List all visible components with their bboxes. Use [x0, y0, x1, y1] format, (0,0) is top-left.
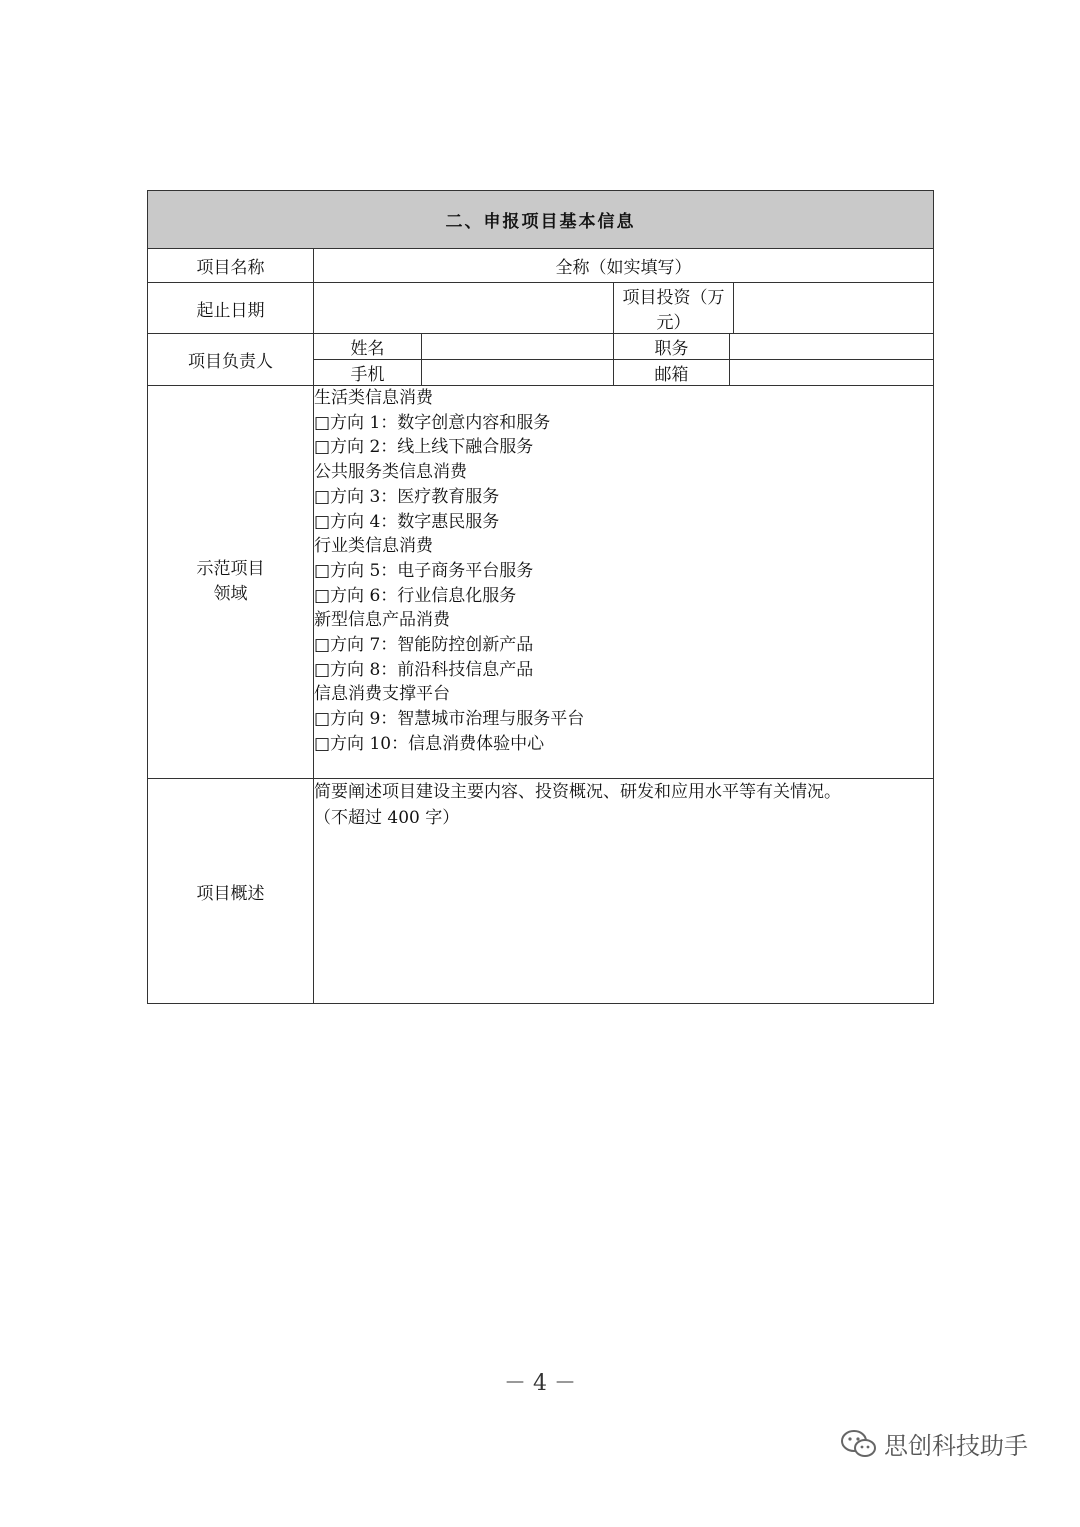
domain-label-line1: 示范项目 [196, 559, 265, 579]
wechat-icon [840, 1428, 878, 1460]
summary-word-limit: （不超过 400 字） [314, 808, 460, 828]
summary-field[interactable] [314, 779, 934, 1004]
direction-3-option[interactable]: □方向 3：医疗教育服务 [314, 486, 500, 507]
leader-position-label: 职务 [614, 334, 730, 360]
project-info-form [147, 190, 934, 1004]
leader-email-label: 邮箱 [614, 360, 730, 386]
direction-8-option[interactable]: □方向 8：前沿科技信息产品 [314, 659, 534, 680]
project-name-label: 项目名称 [148, 249, 314, 283]
summary-instruction: 简要阐述项目建设主要内容、投资概况、研发和应用水平等有关情况。 [314, 782, 841, 802]
start-end-date-field[interactable] [314, 283, 614, 334]
leader-name-label: 姓名 [314, 334, 422, 360]
leader-name-field[interactable] [422, 334, 614, 360]
direction-5-option[interactable]: □方向 5：电子商务平台服务 [314, 560, 534, 581]
project-leader-label: 项目负责人 [148, 334, 314, 386]
project-name-field[interactable]: 全称（如实填写） [314, 249, 934, 283]
leader-email-field[interactable] [730, 360, 934, 386]
start-end-date-label: 起止日期 [148, 283, 314, 334]
section-title: 二、申报项目基本信息 [148, 191, 934, 249]
leader-position-field[interactable] [730, 334, 934, 360]
direction-6-option[interactable]: □方向 6：行业信息化服务 [314, 585, 517, 606]
investment-field[interactable] [734, 283, 934, 334]
category-living: 生活类信息消费 [314, 388, 433, 408]
direction-9-option[interactable]: □方向 9：智慧城市治理与服务平台 [314, 709, 585, 730]
leader-phone-label: 手机 [314, 360, 422, 386]
direction-10-option[interactable]: □方向 10：信息消费体验中心 [314, 733, 545, 754]
direction-7-option[interactable]: □方向 7：智能防控创新产品 [314, 635, 534, 656]
investment-label: 项目投资（万元） [614, 283, 734, 334]
watermark-text: 思创科技助手 [884, 1432, 1028, 1460]
page-number: － 4 － [504, 1371, 576, 1396]
summary-label: 项目概述 [148, 779, 314, 1004]
category-support-platform: 信息消费支撑平台 [314, 684, 450, 705]
watermark [840, 1426, 1028, 1461]
domain-label [148, 386, 314, 779]
direction-4-option[interactable]: □方向 4：数字惠民服务 [314, 511, 500, 532]
category-industry: 行业类信息消费 [314, 536, 433, 557]
direction-1-option[interactable]: □方向 1：数字创意内容和服务 [314, 412, 551, 433]
category-new-products: 新型信息产品消费 [314, 610, 450, 631]
domain-label-line2: 领域 [213, 584, 248, 604]
direction-2-option[interactable]: □方向 2：线上线下融合服务 [314, 437, 534, 458]
domain-options [314, 386, 934, 779]
leader-phone-field[interactable] [422, 360, 614, 386]
category-public-service: 公共服务类信息消费 [314, 462, 467, 483]
